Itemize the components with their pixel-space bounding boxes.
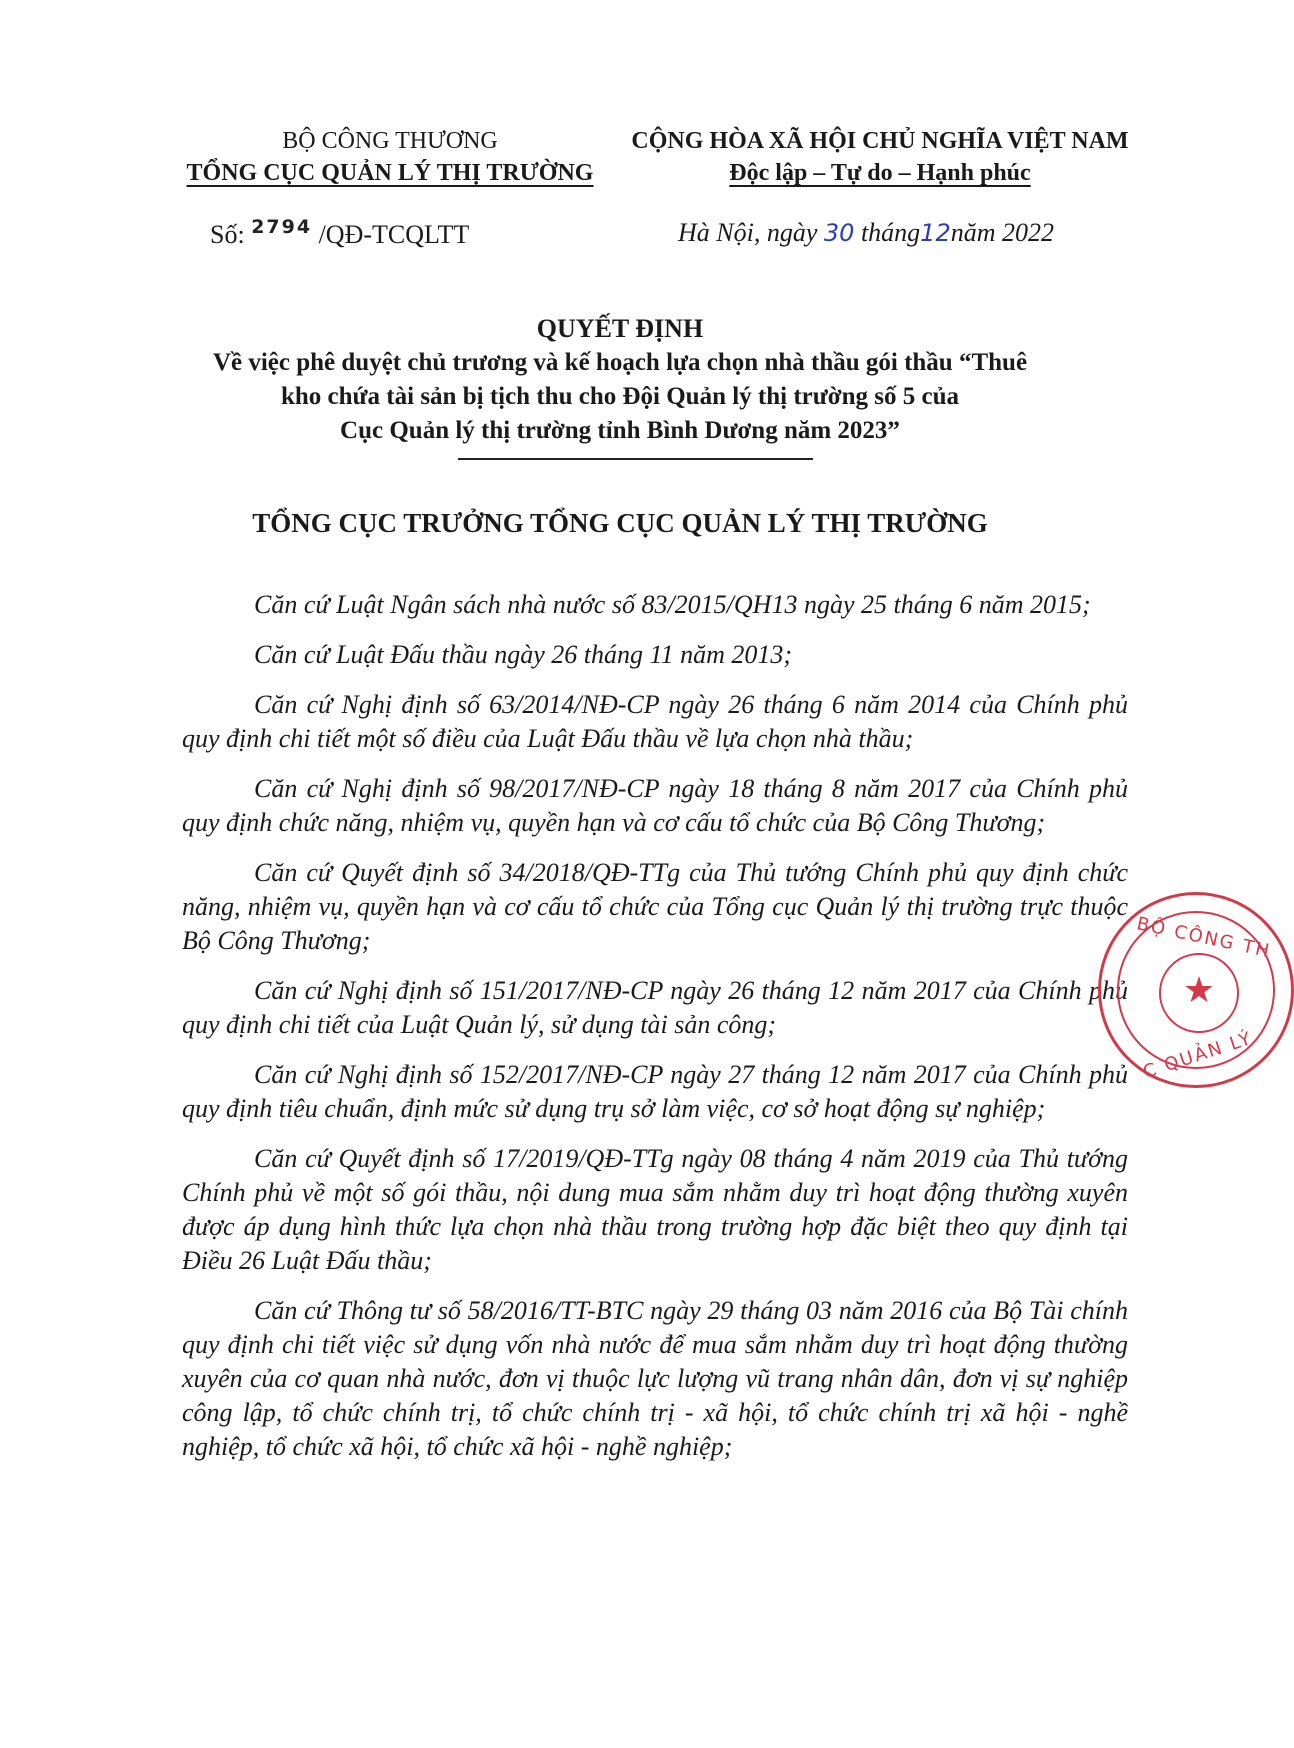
document-number (210, 216, 470, 250)
national-header (620, 125, 1140, 189)
basis-paragraph: Căn cứ Nghị định số 98/2017/NĐ-CP ngày 18 tháng 8 năm 2017 của Chính phủ quy định chức năng, nhiệm vụ, quyền hạn và cơ cấu tổ chức của Bộ Công Thương; (182, 774, 1128, 837)
basis-paragraph: Căn cứ Quyết định số 17/2019/QĐ-TTg ngày 08 tháng 4 năm 2019 của Thủ tướng Chính phủ về một số gói thầu, nội dung mua sắm nhằm duy trì hoạt động thường xuyên được áp dụng hình thức lựa chọn nhà thầu trong trường hợp đặc biệt theo quy định tại Điều 26 Luật Đấu thầu; (182, 1144, 1128, 1275)
number-suffix: /QĐ-TCQLTT (318, 220, 470, 249)
basis-paragraph: Căn cứ Nghị định số 63/2014/NĐ-CP ngày 26 tháng 6 năm 2014 của Chính phủ quy định chi tiết một số điều của Luật Đấu thầu về lựa chọn nhà thầu; (182, 690, 1128, 753)
seal-emblem (1159, 953, 1239, 1033)
seal-top-text: BỘ CÔNG TH (1134, 913, 1273, 963)
ministry-name: BỘ CÔNG THƯƠNG (282, 128, 498, 154)
date-month-word: tháng (860, 218, 921, 247)
seal-bottom-text: C QUẢN LÝ (1140, 1027, 1256, 1084)
date-place: Hà Nội, ngày (678, 218, 818, 247)
issue-date (678, 218, 1054, 248)
title-line-3: kho chứa tài sản bị tịch thu cho Đội Quản lý thị trường số 5 của (281, 383, 959, 410)
handwritten-day: 30 (823, 219, 855, 247)
basis-paragraph: Căn cứ Nghị định số 151/2017/NĐ-CP ngày 26 tháng 12 năm 2017 của Chính phủ quy định chi tiết của Luật Quản lý, sử dụng tài sản công; (182, 976, 1128, 1039)
handwritten-number: 2794 (251, 216, 313, 238)
number-prefix: Số: (210, 220, 245, 249)
title-line-1: QUYẾT ĐỊNH (536, 314, 704, 343)
country-name: CỘNG HÒA XÃ HỘI CHỦ NGHĨA VIỆT NAM (631, 128, 1129, 154)
title-line-4: Cục Quản lý thị trường tỉnh Bình Dương năm 2023” (340, 417, 900, 444)
issuing-authority: TỔNG CỤC TRƯỞNG TỔNG CỤC QUẢN LÝ THỊ TRƯỜNG (252, 508, 988, 538)
official-seal (1098, 892, 1294, 1088)
agency-name: TỔNG CỤC QUẢN LÝ THỊ TRƯỜNG (186, 160, 594, 186)
basis-paragraph: Căn cứ Nghị định số 152/2017/NĐ-CP ngày 27 tháng 12 năm 2017 của Chính phủ quy định tiêu chuẩn, định mức sử dụng trụ sở làm việc, cơ sở hoạt động sự nghiệp; (182, 1060, 1128, 1123)
basis-paragraph: Căn cứ Thông tư số 58/2016/TT-BTC ngày 29 tháng 03 năm 2016 của Bộ Tài chính quy định chi tiết việc sử dụng vốn nhà nước để mua sắm nhằm duy trì hoạt động thường xuyên của cơ quan nhà nước, đơn vị thuộc lực lượng vũ trang nhân dân, đơn vị sự nghiệp công lập, tổ chức chính trị, tổ chức chính trị - xã hội, tổ chức chính trị xã hội - nghề nghiệp, tổ chức xã hội, tổ chức xã hội - nghề nghiệp; (182, 1296, 1128, 1461)
legal-bases (182, 588, 1128, 1480)
star-icon: ★ (1182, 970, 1216, 1012)
basis-paragraph: Căn cứ Quyết định số 34/2018/QĐ-TTg của Thủ tướng Chính phủ quy định chức năng, nhiệm vụ, quyền hạn và cơ cấu tổ chức của Tổng cục Quản lý thị trường trực thuộc Bộ Công Thương; (182, 858, 1128, 955)
title-divider (458, 458, 813, 460)
document-title (140, 312, 1100, 448)
issuer-header (150, 125, 630, 189)
title-line-2: Về việc phê duyệt chủ trương và kế hoạch lựa chọn nhà thầu gói thầu “Thuê (212, 349, 1028, 376)
national-motto: Độc lập – Tự do – Hạnh phúc (729, 160, 1031, 186)
basis-paragraph: Căn cứ Luật Ngân sách nhà nước số 83/2015/QH13 ngày 25 tháng 6 năm 2015; (254, 590, 1091, 619)
basis-paragraph: Căn cứ Luật Đấu thầu ngày 26 tháng 11 năm 2013; (254, 640, 793, 669)
date-year: năm 2022 (950, 218, 1054, 247)
handwritten-month: 12 (920, 219, 951, 247)
